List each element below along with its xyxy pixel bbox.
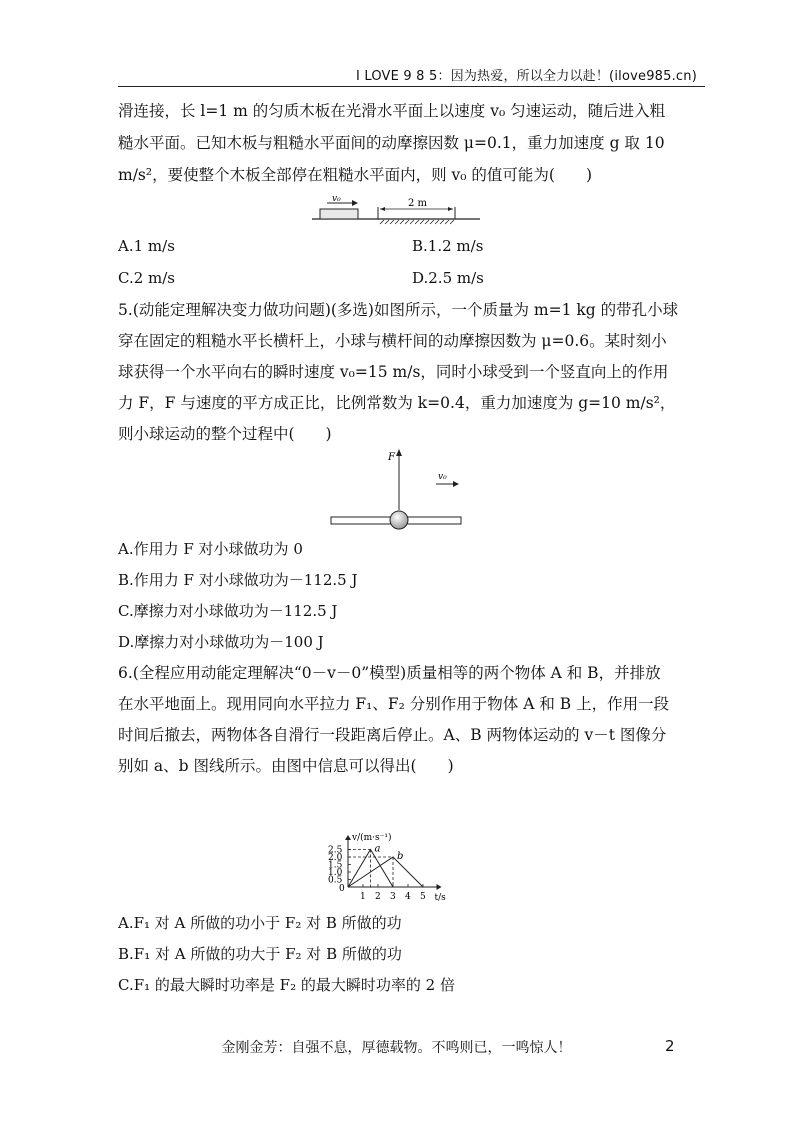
q5-ball bbox=[390, 511, 408, 529]
x-tick-label-3: 3 bbox=[390, 892, 396, 902]
q4-rough-hatch bbox=[380, 220, 454, 224]
y-tick-label-0.5: 0.5 bbox=[328, 875, 343, 886]
q5-v-label: v₀ bbox=[438, 472, 447, 482]
q4-line-3: m/s²，要使整个木板全部停在粗糙水平面内，则 v₀ 的值可能为( ) bbox=[118, 166, 593, 184]
q4-option-b: B.1.2 m/s bbox=[412, 237, 484, 255]
x-tick-label-2: 2 bbox=[375, 892, 381, 902]
q4-dim-arrow-left bbox=[380, 207, 385, 211]
q4-line-1: 滑连接，长 l=1 m 的匀质木板在光滑水平面上以速度 v₀ 匀速运动，随后进入粗 bbox=[118, 102, 666, 120]
q4-figure bbox=[310, 193, 485, 225]
x-tick-label-5: 5 bbox=[420, 892, 426, 902]
y-axis-label: v/(m·s⁻¹) bbox=[352, 833, 392, 843]
q4-board bbox=[320, 209, 358, 219]
q6-option-c: C.F₁ 的最大瞬时功率是 F₂ 的最大瞬时功率的 2 倍 bbox=[118, 976, 455, 994]
q5-option-c: C.摩擦力对小球做功为－112.5 J bbox=[118, 602, 338, 620]
page-header bbox=[118, 62, 705, 87]
q6-line-1: 6.(全程应用动能定理解决“0－v－0”模型)质量相等的两个物体 A 和 B，并排放 bbox=[118, 664, 661, 682]
series-b-label: b bbox=[397, 851, 404, 862]
x-tick-label-4: 4 bbox=[405, 892, 411, 902]
q5-line-4: 力 F，F 与速度的平方成正比，比例常数为 k=0.4，重力加速度为 g=10 m/s²， bbox=[118, 394, 676, 412]
q6-line-3: 时间后撤去，两物体各自滑行一段距离后停止。A、B 两物体运动的 v－t 图像分 bbox=[118, 726, 667, 744]
q5-option-a: A.作用力 F 对小球做功为 0 bbox=[118, 540, 303, 558]
q4-v-label: v₀ bbox=[332, 194, 341, 204]
y-axis-arrowhead bbox=[345, 835, 351, 840]
y-tick-label-2.5: 2.5 bbox=[328, 845, 343, 856]
q6-option-a: A.F₁ 对 A 所做的功小于 F₂ 对 B 所做的功 bbox=[118, 914, 402, 932]
q5-figure bbox=[326, 446, 466, 534]
x-axis-label: t/s bbox=[434, 893, 446, 903]
q5-line-1: 5.(动能定理解决变力做功问题)(多选)如图所示，一个质量为 m=1 kg 的带孔小球 bbox=[118, 301, 679, 319]
q6-line-4: 别如 a、b 图线所示。由图中信息可以得出( ) bbox=[118, 757, 454, 775]
x-axis-arrowhead bbox=[437, 884, 442, 890]
x-tick-label-1: 1 bbox=[360, 892, 366, 902]
q4-velocity-arrowhead bbox=[352, 200, 358, 206]
q5-velocity-arrowhead bbox=[453, 481, 459, 487]
y-tick-label-1.5: 1.5 bbox=[328, 860, 343, 871]
q4-option-d: D.2.5 m/s bbox=[412, 269, 484, 287]
q5-line-2: 穿在固定的粗糙水平长横杆上，小球与横杆间的动摩擦因数为 μ=0.6。某时刻小 bbox=[118, 332, 667, 350]
q5-option-d: D.摩擦力对小球做功为－100 J bbox=[118, 633, 324, 651]
q4-line-2: 糙水平面。已知木板与粗糙水平面间的动摩擦因数 μ=0.1，重力加速度 g 取 10 bbox=[118, 134, 665, 152]
origin-label: 0 bbox=[339, 884, 345, 894]
q4-option-c: C.2 m/s bbox=[118, 269, 175, 287]
q5-option-b: B.作用力 F 对小球做功为－112.5 J bbox=[118, 571, 358, 589]
q6-line-2: 在水平地面上。现用同向水平拉力 F₁、F₂ 分别作用于物体 A 和 B 上，作用一段 bbox=[118, 695, 670, 713]
series-a-label: a bbox=[374, 843, 381, 855]
y-tick-label-1.0: 1.0 bbox=[328, 868, 343, 878]
q4-dim-arrow-right bbox=[448, 207, 453, 211]
q5-line-3: 球获得一个水平向右的瞬时速度 v₀=15 m/s，同时小球受到一个竖直向上的作用 bbox=[118, 363, 669, 381]
q5-force-arrowhead bbox=[396, 449, 402, 456]
q4-dist-label: 2 m bbox=[408, 198, 428, 209]
series-b-line bbox=[348, 857, 423, 887]
q6-option-b: B.F₁ 对 A 所做的功大于 F₂ 对 B 所做的功 bbox=[118, 945, 402, 963]
footer-motto: 金刚金芳：自强不息，厚德载物。不鸣则已，一鸣惊人！ bbox=[221, 1040, 572, 1056]
q5-f-label: F bbox=[388, 452, 395, 463]
q5-line-5: 则小球运动的整个过程中( ) bbox=[118, 425, 332, 443]
page-number: 2 bbox=[665, 1037, 675, 1055]
y-tick-label-2.0: 2.0 bbox=[328, 853, 343, 863]
vt-chart bbox=[318, 785, 478, 905]
q4-option-a: A.1 m/s bbox=[118, 237, 175, 255]
header-text: I LOVE 9 8 5：因为热爱，所以全力以赴！(ilove985.cn) bbox=[355, 69, 697, 84]
